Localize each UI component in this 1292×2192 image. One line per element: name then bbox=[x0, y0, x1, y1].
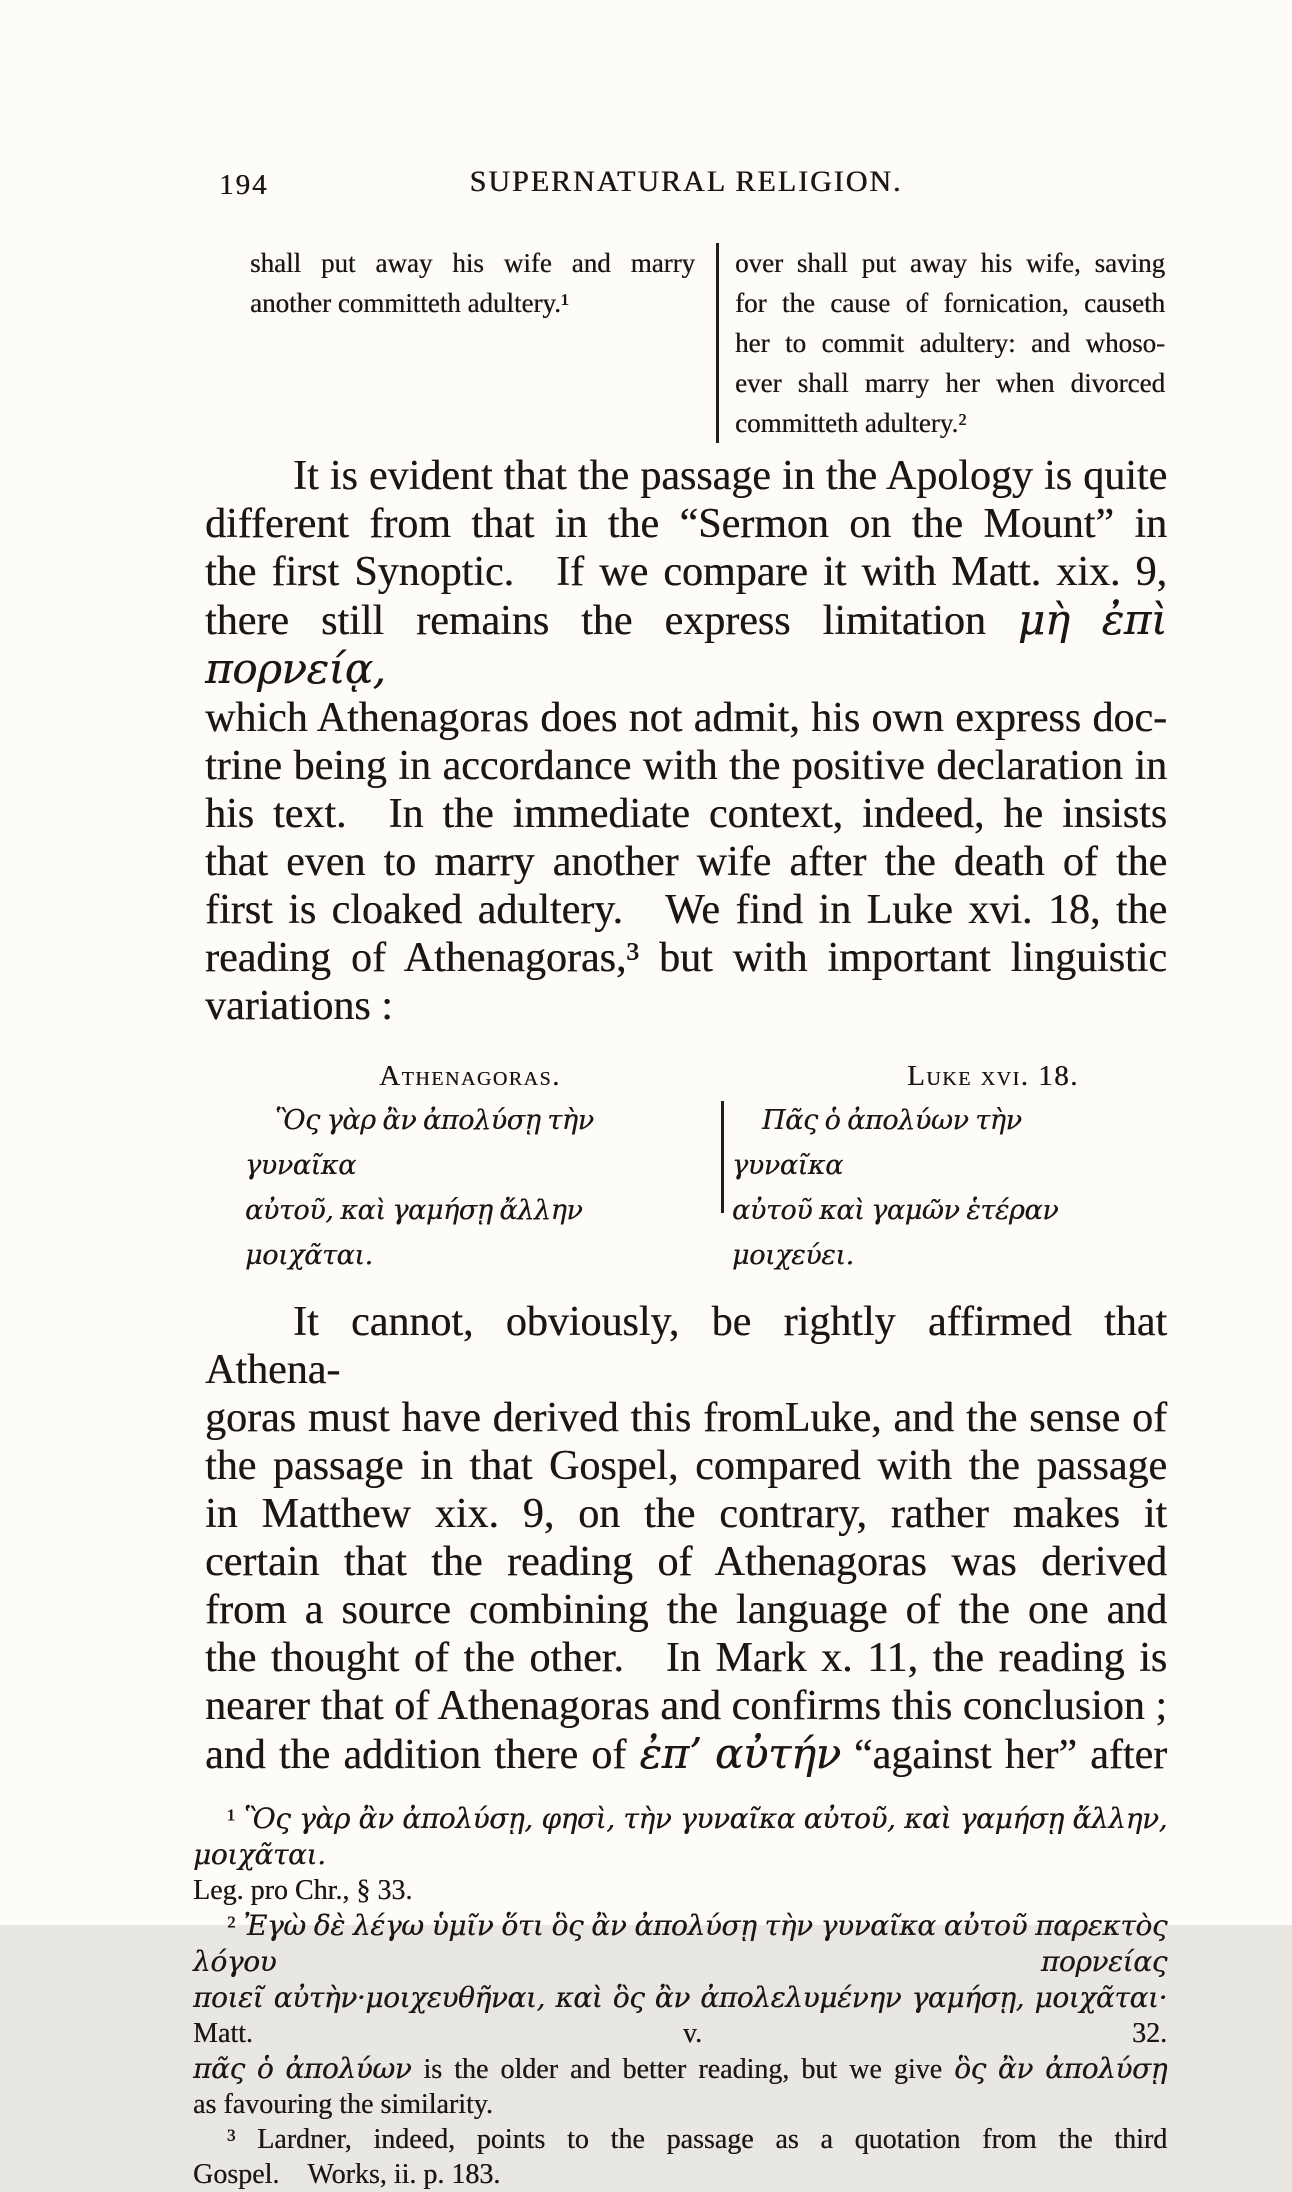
text-line: ever shall marry her when divorced bbox=[735, 368, 1165, 398]
greek-text: πορνείᾳ, bbox=[205, 644, 386, 693]
greek-text: ἂν bbox=[997, 2052, 1034, 2085]
greek-text: τὴν bbox=[764, 1909, 813, 1942]
text-line: ποιεῖ αὐτὴν·μοιχευθῆναι, καὶ ὃς ἂν ἀπολελυμένην γαμήσῃ, μοιχᾶται· Matt. v. 32. bbox=[193, 1981, 1168, 2049]
greek-text: ὃς bbox=[551, 1909, 584, 1942]
text-line: first is cloaked adultery. We find in Luke xvi. 18, the bbox=[205, 887, 1168, 933]
greek-text: παρεκτὸς bbox=[1035, 1909, 1168, 1942]
greek-text: ὅτι bbox=[501, 1909, 544, 1942]
text-line bbox=[245, 1098, 695, 1188]
text-line: the passage in that Gospel, compared with the passage bbox=[205, 1443, 1168, 1489]
text-line: different from that in the “Sermon on the Mount” in bbox=[205, 501, 1168, 547]
greek-text: αὐτοῦ bbox=[732, 1195, 813, 1226]
footnote-1 bbox=[193, 1801, 1167, 1908]
greek-text: ἀπολύων bbox=[285, 2052, 412, 2085]
column-divider bbox=[716, 243, 719, 443]
greek-text: ἀπολελυμένην bbox=[700, 1981, 902, 2014]
greek-text: αὐτοῦ, bbox=[803, 1802, 896, 1835]
greek-text: καὶ bbox=[340, 1195, 386, 1226]
text-line: ² Ἐγὼ δὲ λέγω ὑμῖν ὅτι ὃς ἂν ἀπολύσῃ τὴν γυναῖκα αὐτοῦ παρεκτὸς λόγου πορνείας bbox=[193, 1909, 1168, 1978]
greek-text: γαμῶν bbox=[871, 1195, 960, 1226]
greek-text: τὴν bbox=[547, 1105, 594, 1136]
footnote-3 bbox=[193, 2122, 1167, 2192]
greek-text: γαμήσῃ bbox=[392, 1195, 493, 1226]
text-line: his text. In the immediate context, indeed, he insists bbox=[205, 791, 1168, 837]
text-line: variations : bbox=[205, 983, 393, 1029]
text-line: over shall put away his wife, saving bbox=[735, 248, 1165, 278]
greek-text: καὶ bbox=[555, 1981, 603, 2014]
greek-text: ἂν bbox=[382, 1105, 417, 1136]
greek-text: ἄλλην, bbox=[1072, 1802, 1168, 1835]
text-line: goras must have derived this fromLuke, and the sense of bbox=[205, 1395, 1168, 1441]
text-line: Gospel. Works, ii. p. 183. bbox=[193, 2159, 501, 2190]
text-line: It is evident that the passage in the Apology is quite bbox=[293, 453, 1168, 499]
greek-text: ἀπολύων bbox=[847, 1105, 969, 1136]
text-line bbox=[732, 1188, 1124, 1278]
text-line: πᾶς ὁ ἀπολύων is the older and better reading, but we give ὃς ἂν ἀπολύσῃ bbox=[193, 2052, 1168, 2085]
greek-text: μοιχᾶται. bbox=[245, 1240, 373, 1271]
greek-text: φησὶ, bbox=[541, 1802, 615, 1835]
running-title: SUPERNATURAL RELIGION. bbox=[469, 165, 903, 198]
greek-text: τὴν bbox=[623, 1802, 672, 1835]
greek-text: μοιχεύει. bbox=[732, 1240, 854, 1271]
comparison-left-heading: Athenagoras. bbox=[379, 1060, 561, 1092]
paragraph-2 bbox=[205, 1298, 1167, 1779]
text-line: Leg. pro Chr., § 33. bbox=[193, 1875, 413, 1906]
greek-comparison bbox=[205, 1055, 1167, 1278]
greek-text: καὶ bbox=[904, 1802, 952, 1835]
text-line: trine being in accordance with the positive declaration in bbox=[205, 743, 1168, 789]
greek-text: αὐτοῦ, bbox=[245, 1195, 334, 1226]
greek-text: ὃς bbox=[954, 2052, 986, 2085]
text-line: It cannot, obviously, be rightly affirmed that Athena- bbox=[205, 1299, 1168, 1393]
greek-text: ἀπολύσῃ bbox=[634, 1909, 757, 1942]
text-line: which Athenagoras does not admit, his own express doc- bbox=[205, 695, 1168, 741]
text-line: that even to marry another wife after the death of the bbox=[205, 839, 1168, 885]
text-line: for the cause of fornication, causeth bbox=[735, 288, 1166, 318]
greek-text: γυναῖκα bbox=[245, 1150, 356, 1181]
greek-text: ὁ bbox=[824, 1105, 841, 1136]
greek-text: γὰρ bbox=[326, 1105, 376, 1136]
quote-left-column bbox=[250, 243, 695, 443]
greek-text: ἀπολύσῃ bbox=[1045, 2052, 1168, 2085]
greek-text: Ὃς bbox=[243, 1802, 291, 1835]
text-line: the first Synoptic. If we compare it with Matt. xix. 9, bbox=[205, 549, 1168, 595]
running-head bbox=[205, 165, 1167, 205]
greek-text: ἀπολύσῃ, bbox=[402, 1802, 533, 1835]
greek-text: ἑτέραν bbox=[966, 1195, 1059, 1226]
text-line: certain that the reading of Athenagoras was derived bbox=[205, 1539, 1168, 1585]
text-line: nearer that of Athenagoras and confirms this conclusion ; bbox=[205, 1683, 1167, 1729]
text-line: from a source combining the language of the one and bbox=[205, 1587, 1168, 1633]
text-line: committeth adultery.² bbox=[735, 408, 967, 438]
greek-text: γυναῖκα bbox=[679, 1802, 796, 1835]
greek-text: ἐπὶ bbox=[1101, 595, 1168, 644]
text-line: her to commit adultery: and whoso- bbox=[735, 328, 1166, 358]
greek-text: καὶ bbox=[819, 1195, 865, 1226]
text-line: reading of Athenagoras,³ but with important linguistic bbox=[205, 935, 1167, 981]
text-line: ¹ Ὃς γὰρ ἂν ἀπολύσῃ, φησὶ, τὴν γυναῖκα αὐτοῦ, καὶ γαμήσῃ ἄλλην, μοιχᾶται. bbox=[193, 1802, 1168, 1871]
greek-text: λόγου bbox=[193, 1945, 277, 1978]
greek-text: ποιεῖ bbox=[193, 1981, 264, 2014]
greek-text: μοιχᾶται. bbox=[193, 1838, 326, 1871]
footnotes bbox=[193, 1801, 1167, 2192]
opening-parallel-quotation bbox=[205, 243, 1167, 443]
comparison-right-heading: Luke xvi. 18. bbox=[907, 1060, 1079, 1092]
greek-text: γὰρ bbox=[299, 1802, 350, 1835]
paragraph-1 bbox=[205, 452, 1167, 1030]
greek-text: γυναῖκα bbox=[820, 1909, 936, 1942]
greek-text: γυναῖκα bbox=[732, 1150, 843, 1181]
greek-text: δὲ bbox=[313, 1909, 345, 1942]
greek-text: ὁ bbox=[256, 2052, 274, 2085]
footnote-2 bbox=[193, 1908, 1167, 2122]
greek-text: ὑμῖν bbox=[431, 1909, 494, 1942]
greek-text: ἂν bbox=[654, 1981, 690, 2014]
greek-text: τὴν bbox=[975, 1105, 1022, 1136]
comparison-left-column bbox=[245, 1055, 695, 1278]
greek-text: μὴ bbox=[1017, 595, 1070, 644]
greek-text: ἂν bbox=[591, 1909, 627, 1942]
comparison-right-column bbox=[732, 1055, 1124, 1278]
comparison-right-text bbox=[732, 1098, 1124, 1278]
text-line: shall put away his wife and marry bbox=[250, 248, 696, 278]
page-number: 194 bbox=[219, 169, 269, 201]
text-line bbox=[245, 1188, 695, 1278]
text-line bbox=[732, 1098, 1124, 1188]
text-line: there still remains the express limitation μὴ ἐπὶ πορνείᾳ, bbox=[205, 595, 1168, 693]
text-line: and the addition there of ἐπ’ αὐτήν “against her” after bbox=[205, 1729, 1168, 1778]
greek-text: Πᾶς bbox=[762, 1105, 818, 1136]
greek-text: Ὃς bbox=[275, 1105, 320, 1136]
quote-right-column bbox=[735, 243, 1165, 443]
greek-text: ὃς bbox=[612, 1981, 645, 2014]
greek-text: αὐτήν bbox=[714, 1729, 841, 1778]
greek-text: μοιχᾶται· bbox=[1034, 1981, 1168, 2014]
greek-text: αὐτὴν·μοιχευθῆναι, bbox=[273, 1981, 545, 2014]
greek-text: λέγω bbox=[352, 1909, 424, 1942]
greek-text: αὐτοῦ bbox=[943, 1909, 1028, 1942]
text-line: as favouring the similarity. bbox=[193, 2089, 493, 2120]
text-line: another committeth adultery.¹ bbox=[250, 288, 570, 318]
greek-text: ἂν bbox=[358, 1802, 394, 1835]
text-line: ³ Lardner, indeed, points to the passage as a quotation from the third bbox=[227, 2124, 1168, 2155]
text-line: the thought of the other. In Mark x. 11, the reading is bbox=[205, 1635, 1168, 1681]
greek-text: γαμήσῃ bbox=[959, 1802, 1064, 1835]
greek-text: ἀπολύσῃ bbox=[422, 1105, 541, 1136]
greek-text: ἐπ’ bbox=[639, 1729, 702, 1778]
comparison-left-text bbox=[245, 1098, 695, 1278]
text-line: in Matthew xix. 9, on the contrary, rather makes it bbox=[205, 1491, 1168, 1537]
column-divider bbox=[721, 1101, 724, 1213]
page-content bbox=[193, 165, 1168, 2192]
greek-text: πορνείας bbox=[1040, 1945, 1167, 1978]
greek-text: γαμήσῃ, bbox=[911, 1981, 1025, 2014]
greek-text: ἄλλην bbox=[499, 1195, 583, 1226]
greek-text: Ἐγὼ bbox=[243, 1909, 306, 1942]
greek-text: πᾶς bbox=[193, 2052, 245, 2085]
